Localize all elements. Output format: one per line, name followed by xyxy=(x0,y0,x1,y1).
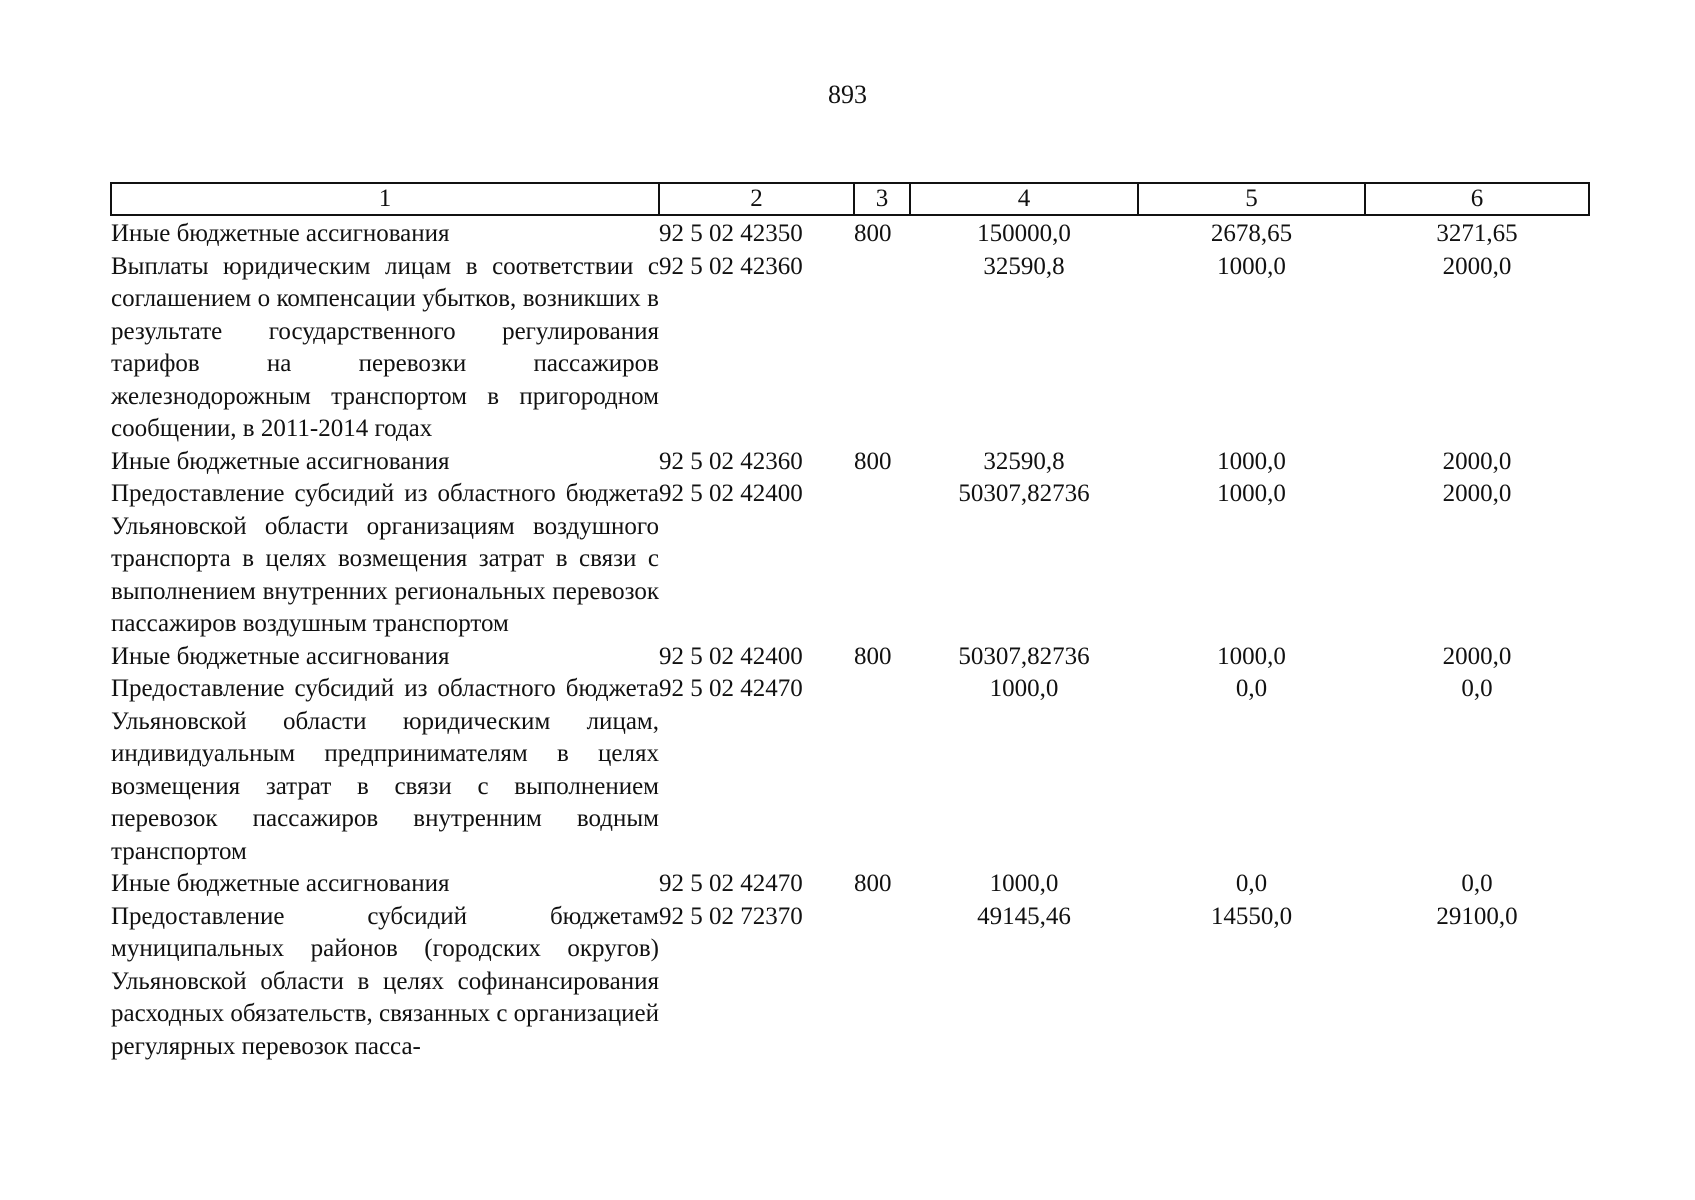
table-row xyxy=(111,478,1589,641)
column-header-1: 1 xyxy=(111,183,659,215)
row-code: 92 5 02 42360 xyxy=(659,252,803,280)
row-name: Иные бюджетные ассигнования xyxy=(111,220,450,247)
row-col4: 49145,46 xyxy=(977,902,1071,930)
row-vr: 800 xyxy=(854,642,892,670)
row-col6: 2000,0 xyxy=(1442,480,1512,507)
budget-table xyxy=(110,182,1590,1063)
row-col4: 32590,8 xyxy=(983,447,1065,475)
row-name: Выплаты юридическим лицам в соответствии с соглашением о компенсации убытков, возникших в результате государственного регулирования тарифов на перевозки пассажиров железнодорожным транспортом в пригородном сообщении, в 2011-2014 годах xyxy=(111,252,659,442)
row-code: 92 5 02 42470 xyxy=(659,675,803,702)
row-name: Иные бюджетные ассигнования xyxy=(111,642,450,670)
row-col6: 0,0 xyxy=(1461,870,1493,897)
row-name: Предоставление субсидий из областного бюджета Ульяновской области организациям воздушного транспорта в целях возмещения затрат в связи с выполнением внутренних региональных перевозок пассажиров воздушным транспортом xyxy=(111,480,659,637)
row-col5: 2678,65 xyxy=(1210,220,1293,247)
row-col6: 2000,0 xyxy=(1442,447,1512,475)
table-header-row xyxy=(111,183,1589,215)
row-col4: 50307,82736 xyxy=(958,480,1090,507)
column-header-6: 6 xyxy=(1365,183,1589,215)
row-vr xyxy=(854,478,910,641)
row-vr xyxy=(854,901,910,1064)
table-row xyxy=(111,446,1589,479)
table-row xyxy=(111,215,1589,251)
table-row xyxy=(111,868,1589,901)
row-code: 92 5 02 42360 xyxy=(659,447,803,475)
row-vr: 800 xyxy=(854,870,892,897)
row-col6: 0,0 xyxy=(1461,675,1493,702)
row-col4: 1000,0 xyxy=(989,870,1059,897)
row-col4: 1000,0 xyxy=(989,675,1059,702)
row-vr: 800 xyxy=(854,220,892,247)
row-col4: 150000,0 xyxy=(977,220,1071,247)
row-col4: 32590,8 xyxy=(983,252,1065,280)
row-col6: 29100,0 xyxy=(1436,902,1518,930)
row-col5: 1000,0 xyxy=(1217,480,1286,507)
row-code: 92 5 02 42350 xyxy=(659,220,803,247)
column-header-3: 3 xyxy=(854,183,910,215)
row-col5: 1000,0 xyxy=(1217,447,1286,475)
table-row xyxy=(111,251,1589,446)
row-name: Иные бюджетные ассигнования xyxy=(111,870,450,897)
row-code: 92 5 02 42400 xyxy=(659,480,803,507)
row-name: Предоставление субсидий из областного бюджета Ульяновской области юридическим лицам, индивидуальным предпринимателям в целях возмещения затрат в связи с выполнением перевозок пассажиров внутренним водным транспортом xyxy=(111,675,659,865)
row-col5: 1000,0 xyxy=(1217,642,1286,670)
row-code: 92 5 02 42400 xyxy=(659,642,803,670)
row-col6: 3271,65 xyxy=(1436,220,1518,247)
table-row xyxy=(111,641,1589,674)
column-header-5: 5 xyxy=(1138,183,1365,215)
table-row xyxy=(111,673,1589,868)
row-vr: 800 xyxy=(854,447,892,475)
row-name: Иные бюджетные ассигнования xyxy=(111,447,450,475)
page-number: 893 xyxy=(828,80,867,109)
row-code: 92 5 02 42470 xyxy=(659,870,803,897)
row-code: 92 5 02 72370 xyxy=(659,902,803,930)
table-row xyxy=(111,901,1589,1064)
row-col5: 0,0 xyxy=(1235,870,1268,897)
row-col6: 2000,0 xyxy=(1442,252,1512,280)
row-col5: 1000,0 xyxy=(1217,252,1286,280)
column-header-4: 4 xyxy=(910,183,1138,215)
row-name: Предоставление субсидий бюджетам муниципальных районов (городских округов) Ульяновской области в целях софинансирования расходных обязательств, связанных с организацией регулярных перевозок пасса- xyxy=(111,902,659,1060)
row-col5: 0,0 xyxy=(1235,675,1268,702)
column-header-2: 2 xyxy=(659,183,854,215)
row-vr xyxy=(854,251,910,446)
row-col5: 14550,0 xyxy=(1210,902,1293,930)
row-col4: 50307,82736 xyxy=(958,642,1090,670)
row-vr xyxy=(854,673,910,868)
row-col6: 2000,0 xyxy=(1442,642,1512,670)
